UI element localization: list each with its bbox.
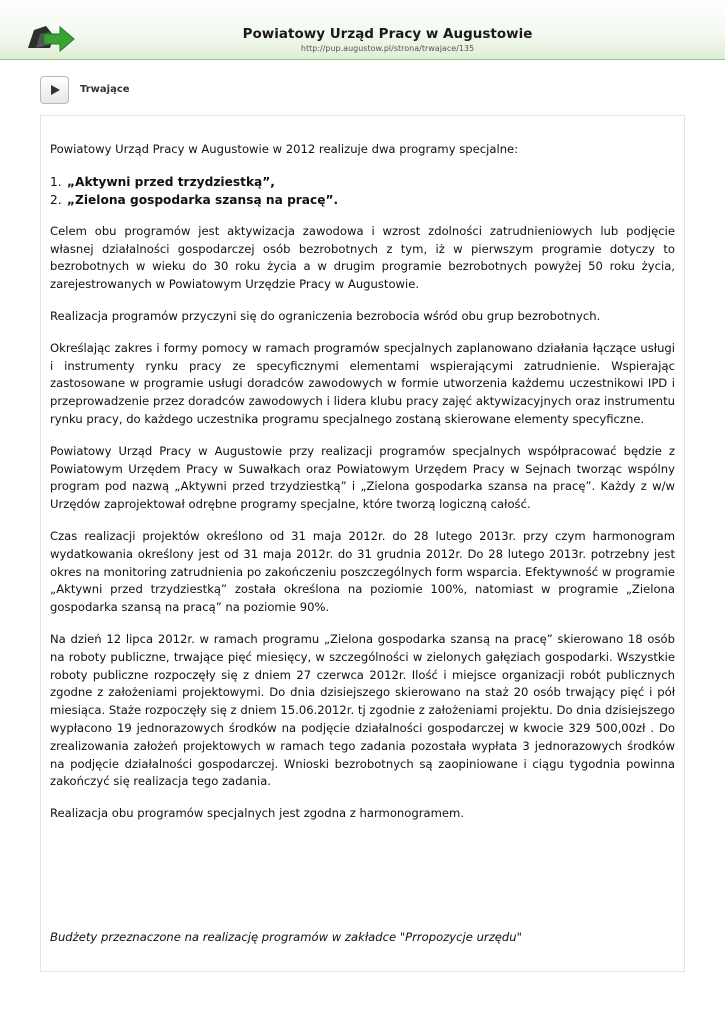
program-name: „Zielona gospodarka szansą na pracę”.: [67, 192, 339, 207]
program-number: 1.: [50, 174, 62, 189]
budget-note: Budżety przeznaczone na realizację programów w zakładce "Prropozycje urzędu": [50, 930, 522, 944]
page-header: [0, 0, 725, 60]
breadcrumb-label: Trwające: [80, 84, 130, 95]
breadcrumb: [40, 76, 440, 104]
article-intro: Powiatowy Urząd Pracy w Augustowie w 2012 realizuje dwa programy specjalne:: [50, 142, 519, 156]
programs-list: [50, 173, 675, 209]
paragraph-goal: Celem obu programów jest aktywizacja zawodowa i wzrost zdolności zatrudnieniowych lub podjęcie własnej działalności gospodarczej osób bezrobotnych z tym, iż w pierwszym programie dotyczy to bezrobotnych w wieku do 30 roku życia a w drugim programie bezrobotnych powyżej 50 roku życia, zarejestrowanych w Powiatowym Urzędzie Pracy w Augustowie.: [50, 223, 675, 292]
article-content: [50, 141, 675, 837]
paragraph-scope: Określając zakres i formy pomocy w ramach programów specjalnych zaplanowano działania łączące usługi i instrumenty rynku pracy ze specyficznymi elementami wspierającymi zatrudnienie. Wspierając zastosowane w programie usługi doradców zawodowych w formie utworzenia każdemu uczestnikowi IPD i przeprowadzenie przez doradców zawodowych i lidera klubu pracy zajęć aktywizacyjnych oraz instrumentu rynku pracy, do każdego uczestnika programu specjalnego zostaną skierowane elementy specyficzne.: [50, 340, 675, 426]
paragraph-effect: Realizacja programów przyczyni się do ograniczenia bezrobocia wśród obu grup bezrobotnych.: [50, 308, 601, 323]
paragraph-summary: Realizacja obu programów specjalnych jest zgodna z harmonogramem.: [50, 806, 465, 821]
program-item: [50, 173, 675, 191]
program-name: „Aktywni przed trzydziestką”,: [67, 174, 275, 189]
breadcrumb-button[interactable]: [40, 76, 69, 104]
paragraph-cooperation: Powiatowy Urząd Pracy w Augustowie przy realizacji programów specjalnych współpracować będzie z Powiatowym Urzędem Pracy w Suwałkach oraz Powiatowym Urzędem Pracy w Sejnach tworząc wspólny program pod nazwą „Aktywni przed trzydziestką” i „Zielona gospodarka szansa na pracę”. Każdy z w/w Urzędów zaprojektował odrębne programy specjalne, które tworzą logiczną całość.: [50, 443, 675, 512]
program-item: [50, 191, 675, 209]
play-arrow-icon: [49, 84, 61, 96]
site-title: Powiatowy Urząd Pracy w Augustowie: [242, 26, 533, 42]
paragraph-timeline: Czas realizacji projektów określono od 31 maja 2012r. do 28 lutego 2013r. przy czym harmonogram wydatkowania określony jest od 31 maja 2012r. do 31 grudnia 2012r. Do 28 lutego 2013r. potrzebny jest okres na monitoring zatrudnienia po zakończeniu poszczególnych form wsparcia. Efektywność w programie „Aktywni przed trzydziestką” została określona na poziomie 100%, natomiast w programie „Zielona gospodarka szansą na pracą” na poziomie 90%.: [50, 528, 675, 615]
site-url: http://pup.augustow.pl/strona/trwajace/135: [300, 44, 475, 53]
program-number: 2.: [50, 192, 62, 207]
paragraph-status: Na dzień 12 lipca 2012r. w ramach programu „Zielona gospodarka szansą na pracę” skierowano 18 osób na roboty publiczne, trwające pięć miesięcy, w szczególności w zielonych gałęziach gospodarki. Wszystkie roboty publiczne rozpoczęły się z dniem 27 czerwca 2012r. Ilość i miejsce organizacji robót publicznych zgodne z założeniami projektowymi. Do dnia dzisiejszego skierowano na staż 20 osób trwający pięć i pół miesiąca. Staże rozpoczęły się z dniem 15.06.2012r. tj zgodnie z założeniami projektu. Do dnia dzisiejszego wypłacono 19 jednorazowych środków na podjęcie działalności gospodarczej w kwocie 329 500,00zł . Do zrealizowania założeń projektowych w ramach tego zadania pozostała wypłata 3 jednorazowych środków na podjęcie działalności gospodarczej. Wnioski bezrobotnych są zaopiniowane i ciągu tygodnia powinna zakończyć się realizacja tego zadania.: [50, 631, 675, 789]
